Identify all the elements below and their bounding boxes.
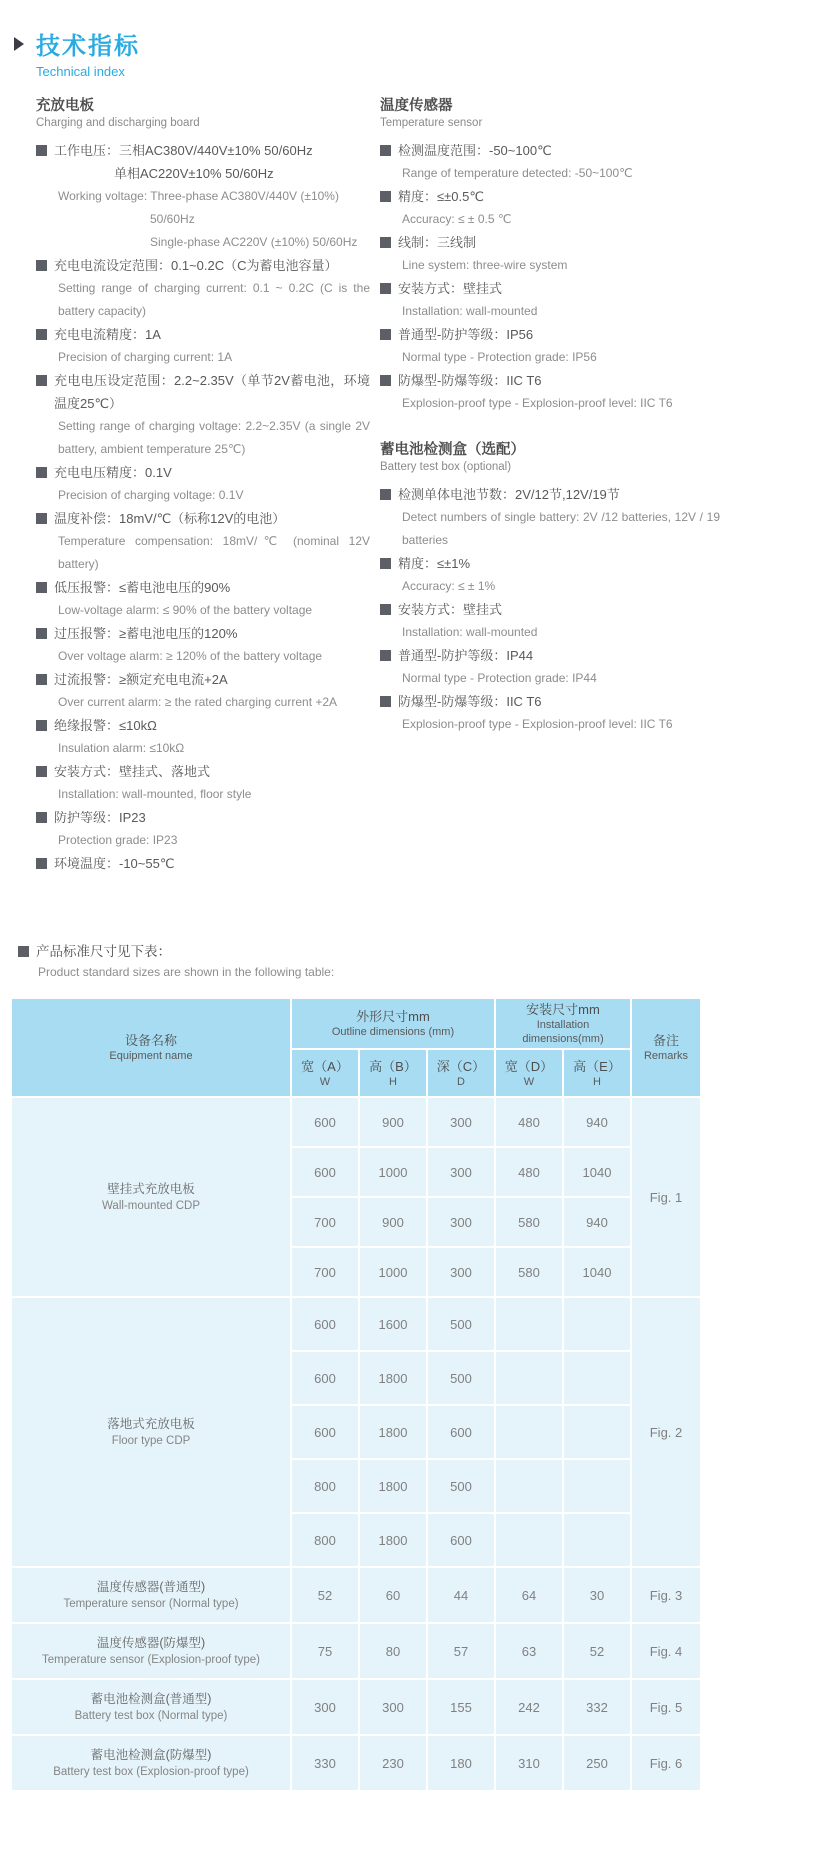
spec-item <box>36 806 370 852</box>
remark-cell: Fig. 1 <box>632 1098 700 1296</box>
header-col-en: D <box>457 1075 465 1088</box>
dimension-cell: 52 <box>564 1624 630 1678</box>
header-col-zh: 宽（D） <box>504 1058 554 1074</box>
remark-cell: Fig. 4 <box>632 1624 700 1678</box>
spec-line-en: Explosion-proof type - Explosion-proof level: IIC T6 <box>402 717 673 731</box>
spec-line-zh <box>380 185 720 208</box>
dimension-cell: 480 <box>496 1098 562 1146</box>
spec-item <box>36 461 370 507</box>
spec-item <box>36 714 370 760</box>
dimension-cell: 700 <box>292 1198 358 1246</box>
dimension-cell: 1040 <box>564 1248 630 1296</box>
spec-line-zh <box>380 277 720 300</box>
spec-line-zh <box>36 461 370 484</box>
header-col-en: W <box>319 1075 331 1088</box>
page-title: 技术指标 <box>36 33 140 60</box>
header-col-zh: 高（B） <box>369 1058 417 1074</box>
bullet-square-icon <box>36 812 47 823</box>
bullet-square-icon <box>380 191 391 202</box>
bullet-square-icon <box>36 467 47 478</box>
equipment-name-en: Temperature sensor (Normal type) <box>63 1597 239 1610</box>
remark-cell: Fig. 3 <box>632 1568 700 1622</box>
header-col-width-a <box>292 1050 358 1096</box>
spec-line-en: Normal type - Protection grade: IP56 <box>402 350 597 364</box>
spec-line-zh <box>36 852 370 875</box>
spec-item <box>36 254 370 323</box>
bullet-square-icon <box>380 375 391 386</box>
spec-label-zh: 精度：≤±0.5℃ <box>398 189 484 204</box>
spec-line-zh <box>36 760 370 783</box>
dimension-cell: 600 <box>292 1098 358 1146</box>
equipment-name-cell <box>12 1680 290 1734</box>
spec-label-zh: 绝缘报警：≤10kΩ <box>54 718 157 733</box>
dimension-cell <box>564 1352 630 1404</box>
remark-cell: Fig. 2 <box>632 1298 700 1566</box>
equipment-name-zh: 落地式充放电板 <box>107 1416 195 1431</box>
spec-line-en: Precision of charging voltage: 0.1V <box>58 488 244 502</box>
spec-line-zh <box>36 254 370 277</box>
spec-label-zh: 充电电流精度：1A <box>54 327 161 342</box>
spec-line-zh <box>36 622 370 645</box>
dimension-cell: 600 <box>428 1514 494 1566</box>
spec-line-zh <box>380 139 720 162</box>
spec-item <box>380 483 720 552</box>
dimension-cell: 300 <box>428 1198 494 1246</box>
spec-item <box>380 598 720 644</box>
dimension-cell: 500 <box>428 1460 494 1512</box>
spec-line-zh <box>36 806 370 829</box>
spec-line-en: Setting range of charging voltage: 2.2~2.35V (a single 2V battery, ambient temperature 25℃) <box>58 419 370 456</box>
dimension-cell: 500 <box>428 1352 494 1404</box>
header-col-zh: 高（E） <box>573 1058 621 1074</box>
spec-item <box>380 690 720 736</box>
dimension-cell <box>564 1298 630 1350</box>
size-note-en: Product standard sizes are shown in the following table: <box>38 965 335 979</box>
spec-item <box>36 760 370 806</box>
spec-line-zh <box>36 507 370 530</box>
spec-label-zh: 检测温度范围：-50~100℃ <box>398 143 552 158</box>
header-col-height-e <box>564 1050 630 1096</box>
spec-line-en-cont: 50/60Hz <box>150 212 195 226</box>
spec-label-zh: 过压报警：≥蓄电池电压的120% <box>54 626 238 641</box>
header-col-en: H <box>389 1075 397 1088</box>
bullet-square-icon <box>380 283 391 294</box>
spec-item <box>380 552 720 598</box>
bullet-square-icon <box>36 766 47 777</box>
spec-item <box>36 622 370 668</box>
dimension-cell: 1000 <box>360 1248 426 1296</box>
spec-item <box>36 369 370 461</box>
dimension-cell: 1600 <box>360 1298 426 1350</box>
spec-label-zh: 温度补偿：18mV/℃（标称12V的电池） <box>54 511 286 526</box>
table-row <box>12 1624 700 1678</box>
spec-line-en: Installation: wall-mounted <box>402 625 538 639</box>
spec-line-zh <box>36 668 370 691</box>
bullet-square-icon <box>380 650 391 661</box>
spec-item <box>380 277 720 323</box>
dimension-cell: 1000 <box>360 1148 426 1196</box>
spec-columns <box>36 97 830 875</box>
spec-item <box>380 185 720 231</box>
header-equipment-zh: 设备名称 <box>124 1033 177 1048</box>
dimension-cell: 75 <box>292 1624 358 1678</box>
spec-label-zh: 防爆型-防爆等级：IIC T6 <box>398 373 542 388</box>
header-outline-zh: 外形尺寸mm <box>356 1009 430 1024</box>
bullet-square-icon <box>36 720 47 731</box>
equipment-name-zh: 温度传感器(普通型) <box>96 1579 206 1594</box>
spec-item <box>36 323 370 369</box>
spec-line-en: Range of temperature detected: -50~100℃ <box>402 166 633 180</box>
dimension-cell: 30 <box>564 1568 630 1622</box>
section-heading-en: Temperature sensor <box>380 117 483 129</box>
arrow-right-icon <box>14 37 24 51</box>
spec-line-en: Working voltage: Three-phase AC380V/440V (±10%) <box>58 189 339 203</box>
equipment-name-zh: 蓄电池检测盒(普通型) <box>90 1691 212 1706</box>
header-remarks <box>632 999 700 1096</box>
bullet-square-icon <box>36 674 47 685</box>
dimension-cell: 242 <box>496 1680 562 1734</box>
spec-line-zh <box>36 323 370 346</box>
remark-cell: Fig. 6 <box>632 1736 700 1790</box>
equipment-name-zh: 壁挂式充放电板 <box>107 1181 195 1196</box>
dimension-cell: 300 <box>428 1148 494 1196</box>
bullet-square-icon <box>36 858 47 869</box>
spec-item <box>380 323 720 369</box>
size-table <box>10 997 702 1792</box>
bullet-square-icon <box>380 237 391 248</box>
header-install-en: Installation dimensions(mm) <box>522 1019 604 1045</box>
spec-label-zh: 安装方式：壁挂式 <box>398 602 503 617</box>
spec-line-en-cont: Single-phase AC220V (±10%) 50/60Hz <box>150 235 358 249</box>
dimension-cell <box>496 1460 562 1512</box>
section-charging-board <box>36 97 370 875</box>
section-temperature-sensor <box>380 97 720 415</box>
spec-label-zh: 防护等级：IP23 <box>54 810 146 825</box>
table-row <box>12 1680 700 1734</box>
dimension-cell <box>496 1352 562 1404</box>
page-header <box>0 0 830 79</box>
spec-label-zh: 安装方式：壁挂式、落地式 <box>54 764 211 779</box>
spec-list-charging <box>36 139 370 875</box>
spec-line-zh <box>380 323 720 346</box>
spec-line-en: Accuracy: ≤ ± 1% <box>402 579 496 593</box>
size-note <box>18 941 830 983</box>
bullet-square-icon <box>380 558 391 569</box>
spec-line-zh <box>380 552 720 575</box>
dimension-cell: 500 <box>428 1298 494 1350</box>
spec-item <box>380 139 720 185</box>
dimension-cell: 64 <box>496 1568 562 1622</box>
section-heading-zh: 蓄电池检测盒（选配） <box>380 442 525 458</box>
bullet-square-icon <box>36 628 47 639</box>
dimension-cell <box>496 1514 562 1566</box>
section-heading-zh: 充放电板 <box>36 98 94 114</box>
spec-line-zh <box>380 231 720 254</box>
equipment-name-en: Floor type CDP <box>111 1434 191 1447</box>
dimension-cell: 1800 <box>360 1460 426 1512</box>
header-col-height-b <box>360 1050 426 1096</box>
spec-line-en: Temperature compensation: 18mV/℃ (nominal 12V battery) <box>58 534 370 571</box>
header-installation-dimensions <box>496 999 630 1048</box>
spec-line-en: Protection grade: IP23 <box>58 833 178 847</box>
dimension-cell: 60 <box>360 1568 426 1622</box>
header-install-zh: 安装尺寸mm <box>526 1002 600 1017</box>
dimension-cell: 900 <box>360 1198 426 1246</box>
spec-line-en: Detect numbers of single battery: 2V /12 batteries, 12V / 19 batteries <box>402 510 720 547</box>
column-right <box>380 97 720 875</box>
equipment-name-cell <box>12 1298 290 1566</box>
spec-item <box>380 644 720 690</box>
dimension-cell: 940 <box>564 1098 630 1146</box>
spec-item <box>36 139 370 254</box>
page-subtitle: Technical index <box>36 64 125 79</box>
dimension-cell: 800 <box>292 1514 358 1566</box>
dimension-cell: 580 <box>496 1198 562 1246</box>
spec-line-zh <box>36 714 370 737</box>
spec-label-zh: 安装方式：壁挂式 <box>398 281 503 296</box>
spec-line-zh <box>380 483 720 506</box>
spec-label-zh: 精度：≤±1% <box>398 556 471 571</box>
spec-line-zh <box>380 690 720 713</box>
dimension-cell: 63 <box>496 1624 562 1678</box>
dimension-cell: 580 <box>496 1248 562 1296</box>
header-remarks-zh: 备注 <box>652 1033 679 1048</box>
table-row <box>12 1098 700 1146</box>
spec-label-zh: 检测单体电池节数：2V/12节,12V/19节 <box>398 487 620 502</box>
size-note-zh: 产品标准尺寸见下表： <box>36 944 171 959</box>
spec-line-zh <box>36 576 370 599</box>
equipment-name-cell <box>12 1736 290 1790</box>
section-battery-test-box <box>380 441 720 736</box>
equipment-name-zh: 蓄电池检测盒(防爆型) <box>90 1747 212 1762</box>
spec-list-temp-sensor <box>380 139 720 415</box>
spec-label-zh: 充电电压设定范围：2.2~2.35V（单节2V蓄电池，环境温度25℃） <box>54 373 370 411</box>
dimension-cell: 250 <box>564 1736 630 1790</box>
dimension-cell: 1800 <box>360 1406 426 1458</box>
bullet-square-icon <box>36 513 47 524</box>
header-col-zh: 宽（A） <box>301 1058 349 1074</box>
dimension-cell: 1800 <box>360 1514 426 1566</box>
spec-label-zh: 普通型-防护等级：IP44 <box>398 648 534 663</box>
dimension-cell: 44 <box>428 1568 494 1622</box>
dimension-cell: 310 <box>496 1736 562 1790</box>
bullet-square-icon <box>36 260 47 271</box>
dimension-cell: 180 <box>428 1736 494 1790</box>
spec-label-zh: 过流报警：≥额定充电电流+2A <box>54 672 228 687</box>
spec-line-zh <box>380 598 720 621</box>
dimension-cell <box>564 1460 630 1512</box>
header-col-en: H <box>593 1075 601 1088</box>
spec-line-en: Low-voltage alarm: ≤ 90% of the battery voltage <box>58 603 313 617</box>
spec-label-zh: 普通型-防护等级：IP56 <box>398 327 534 342</box>
equipment-name-cell <box>12 1568 290 1622</box>
dimension-cell: 600 <box>292 1406 358 1458</box>
dimension-cell: 330 <box>292 1736 358 1790</box>
spec-item <box>36 507 370 576</box>
header-col-en: W <box>523 1075 535 1088</box>
table-header-row-1 <box>12 999 700 1048</box>
dimension-cell: 900 <box>360 1098 426 1146</box>
equipment-name-en: Temperature sensor (Explosion-proof type) <box>42 1653 260 1666</box>
dimension-cell: 52 <box>292 1568 358 1622</box>
column-left <box>36 97 370 875</box>
header-outline-en: Outline dimensions (mm) <box>331 1026 455 1038</box>
section-heading-en: Battery test box (optional) <box>380 461 512 473</box>
title-row <box>14 26 830 61</box>
equipment-name-en: Battery test box (Normal type) <box>74 1709 228 1722</box>
equipment-name-zh: 温度传感器(防爆型) <box>96 1635 206 1650</box>
spec-label-zh: 充电电压精度：0.1V <box>54 465 172 480</box>
bullet-square-icon <box>36 329 47 340</box>
dimension-cell <box>496 1298 562 1350</box>
dimension-cell: 600 <box>428 1406 494 1458</box>
spec-label-zh: 环境温度：-10~55℃ <box>54 856 175 871</box>
size-note-zh-line <box>18 941 830 962</box>
spec-item <box>36 576 370 622</box>
spec-line-en: Accuracy: ≤ ± 0.5 ℃ <box>402 212 512 226</box>
remark-cell: Fig. 5 <box>632 1680 700 1734</box>
dimension-cell: 1040 <box>564 1148 630 1196</box>
dimension-cell: 600 <box>292 1298 358 1350</box>
equipment-name-en: Battery test box (Explosion-proof type) <box>53 1765 249 1778</box>
spec-line-en: Installation: wall-mounted, floor style <box>58 787 252 801</box>
header-equipment-en: Equipment name <box>109 1050 193 1062</box>
spec-item <box>36 668 370 714</box>
spec-line-en: Insulation alarm: ≤10kΩ <box>58 741 185 755</box>
header-equipment-name <box>12 999 290 1096</box>
spec-line-zh <box>380 644 720 667</box>
dimension-cell: 800 <box>292 1460 358 1512</box>
dimension-cell <box>564 1514 630 1566</box>
dimension-cell: 300 <box>428 1098 494 1146</box>
header-col-depth-c <box>428 1050 494 1096</box>
dimension-cell: 230 <box>360 1736 426 1790</box>
size-table-body <box>12 1098 700 1790</box>
table-row <box>12 1298 700 1350</box>
dimension-cell: 300 <box>428 1248 494 1296</box>
spec-label-zh: 充电电流设定范围：0.1~0.2C（C为蓄电池容量） <box>54 258 338 273</box>
table-row <box>12 1568 700 1622</box>
equipment-name-en: Wall-mounted CDP <box>102 1199 200 1212</box>
bullet-square-icon <box>380 696 391 707</box>
dimension-cell: 300 <box>360 1680 426 1734</box>
header-col-zh: 深（C） <box>436 1058 486 1074</box>
spec-line-en: Precision of charging current: 1A <box>58 350 233 364</box>
bullet-square-icon <box>380 329 391 340</box>
spec-line-zh <box>36 139 370 162</box>
bullet-square-icon <box>36 375 47 386</box>
bullet-square-icon <box>380 604 391 615</box>
header-col-width-d <box>496 1050 562 1096</box>
spec-line-zh <box>36 369 370 415</box>
spec-list-battery-box <box>380 483 720 736</box>
section-heading-zh: 温度传感器 <box>380 98 453 114</box>
dimension-cell <box>496 1406 562 1458</box>
spec-item <box>380 231 720 277</box>
table-row <box>12 1736 700 1790</box>
section-heading-en: Charging and discharging board <box>36 117 200 129</box>
bullet-square-icon <box>18 946 29 957</box>
spec-line-en: Installation: wall-mounted <box>402 304 538 318</box>
dimension-cell: 480 <box>496 1148 562 1196</box>
spec-line-zh <box>380 369 720 392</box>
spec-label-zh: 防爆型-防爆等级：IIC T6 <box>398 694 542 709</box>
spec-line-zh-cont: 单相AC220V±10% 50/60Hz <box>114 166 274 181</box>
bullet-square-icon <box>380 145 391 156</box>
bullet-square-icon <box>380 489 391 500</box>
dimension-cell: 80 <box>360 1624 426 1678</box>
bullet-square-icon <box>36 582 47 593</box>
spec-item <box>380 369 720 415</box>
dimension-cell: 600 <box>292 1148 358 1196</box>
dimension-cell <box>564 1406 630 1458</box>
dimension-cell: 1800 <box>360 1352 426 1404</box>
header-outline-dimensions <box>292 999 494 1048</box>
spec-label-zh: 低压报警：≤蓄电池电压的90% <box>54 580 231 595</box>
header-remarks-en: Remarks <box>643 1050 688 1062</box>
dimension-cell: 155 <box>428 1680 494 1734</box>
spec-line-en: Over voltage alarm: ≥ 120% of the battery voltage <box>58 649 323 663</box>
dimension-cell: 940 <box>564 1198 630 1246</box>
spec-line-en: Setting range of charging current: 0.1 ~ 0.2C (C is the battery capacity) <box>58 281 370 318</box>
spec-item <box>36 852 370 875</box>
spec-line-en: Line system: three-wire system <box>402 258 568 272</box>
dimension-cell: 57 <box>428 1624 494 1678</box>
equipment-name-cell <box>12 1624 290 1678</box>
spec-line-en: Explosion-proof type - Explosion-proof level: IIC T6 <box>402 396 673 410</box>
dimension-cell: 332 <box>564 1680 630 1734</box>
spec-label-zh: 工作电压：三相AC380V/440V±10% 50/60Hz <box>54 143 313 158</box>
dimension-cell: 300 <box>292 1680 358 1734</box>
spec-label-zh: 线制：三线制 <box>398 235 477 250</box>
dimension-cell: 600 <box>292 1352 358 1404</box>
dimension-cell: 700 <box>292 1248 358 1296</box>
spec-line-en: Normal type - Protection grade: IP44 <box>402 671 597 685</box>
equipment-name-cell <box>12 1098 290 1296</box>
bullet-square-icon <box>36 145 47 156</box>
spec-line-en: Over current alarm: ≥ the rated charging current +2A <box>58 695 338 709</box>
